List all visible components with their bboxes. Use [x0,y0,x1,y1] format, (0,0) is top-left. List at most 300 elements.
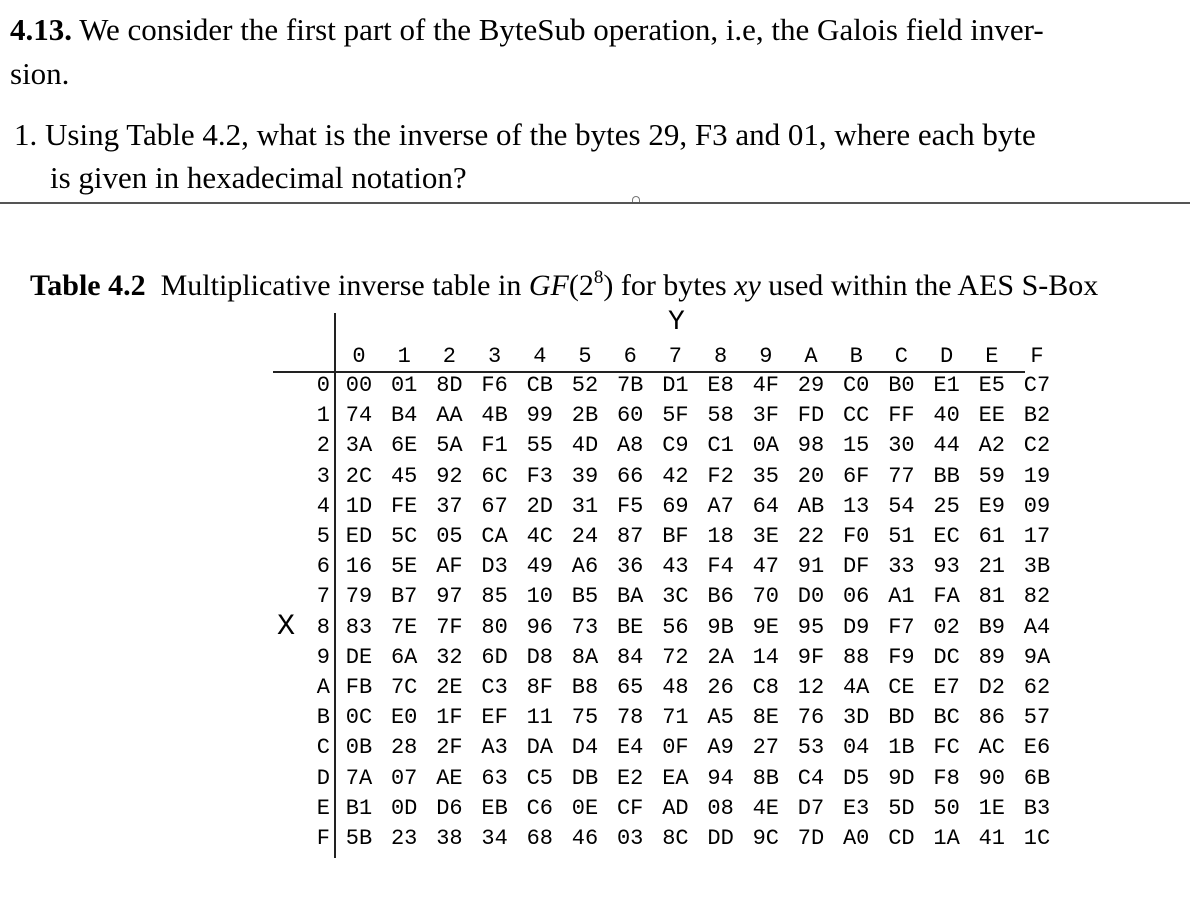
table-cell: C2 [1023,433,1051,459]
column-header: A [804,344,818,369]
column-header: F [1030,344,1044,369]
table-cell: 0B [345,735,373,761]
table-cell: 97 [436,584,463,610]
table-cell: 67 [481,493,508,519]
table-cell: 4A [842,675,870,700]
table-cell: 83 [345,614,373,640]
table-cell: 34 [481,826,508,851]
table-cell: A8 [616,433,644,459]
table-cell: 31 [571,493,599,519]
table-vertical-rule [334,313,336,858]
table-cell: 1D [345,493,373,519]
table-caption-label: Table 4.2 [30,269,146,302]
table-cell: 4C [526,524,553,549]
table-cell: 57 [1023,705,1051,731]
column-header: 5 [578,344,592,369]
table-cell: FF [888,403,915,429]
table-cell: C9 [662,433,689,459]
table-cell: D6 [436,795,463,821]
table-cell: DC [933,644,960,670]
table-cell: 4D [571,433,599,459]
row-header: F [316,826,330,851]
table-cell: 01 [390,373,418,398]
table-cell: C0 [842,373,870,398]
table-cell: EB [481,795,508,821]
exercise-text-line2: sion. [10,56,70,91]
table-cell: F9 [888,644,915,670]
table-cell: 40 [933,403,960,429]
table-cell: E7 [933,675,960,700]
table-cell: FD [797,403,825,429]
table-cell: 7D [797,826,825,851]
table-cell: 3B [1023,554,1051,580]
table-cell: 1E [978,795,1005,821]
table-cell: B1 [345,795,373,821]
table-cell: 30 [888,433,915,459]
table-caption-gf-close: ) [603,269,614,302]
table-cell: 91 [797,554,825,580]
table-cell: C4 [797,765,825,791]
table-cell: 53 [797,735,825,761]
table-cell: 85 [481,584,508,610]
table-cell: 3D [842,705,870,731]
table-cell: 33 [888,554,915,580]
table-cell: 23 [390,826,418,851]
table-cell: EE [978,403,1005,429]
table-cell: 0D [390,795,418,821]
table-cell: 5E [390,554,418,580]
table-cell: 88 [842,644,870,670]
table-cell: 1A [933,826,960,851]
table-cell: 12 [797,675,825,700]
table-cell: 41 [978,826,1005,851]
table-cell: 25 [933,493,960,519]
table-cell: B3 [1023,795,1051,821]
table-cell: B4 [390,403,418,429]
y-axis-label: Y [668,307,685,338]
table-cell: 6C [481,463,508,489]
table-cell: C3 [481,675,508,700]
table-cell: B9 [978,614,1005,640]
table-cell: 13 [842,493,870,519]
table-cell: 39 [571,463,599,489]
table-cell: B7 [390,584,418,610]
table-cell: AE [436,765,463,791]
table-cell: 0F [662,735,689,761]
table-cell: 8F [526,675,553,700]
table-cell: D7 [797,795,825,821]
table-cell: 68 [526,826,553,851]
table-cell: CF [616,795,644,821]
table-cell: 38 [436,826,463,851]
table-cell: F1 [481,433,508,459]
column-header: 2 [442,344,456,369]
exercise-text-line1: We consider the first part of the ByteSub operation, i.e, the Galois field inver- [79,12,1044,47]
table-cell: A0 [842,826,870,851]
table-cell: 29 [797,373,825,398]
table-cell: AA [436,403,463,429]
table-cell: A5 [707,705,734,731]
table-cell: D9 [842,614,870,640]
table-cell: E3 [842,795,870,821]
table-cell: 90 [978,765,1005,791]
row-header: 0 [316,373,330,398]
table-cell: DF [842,554,870,580]
table-cell: 26 [707,675,734,700]
table-cell: CA [481,524,508,549]
table-cell: 8C [662,826,689,851]
table-cell: F6 [481,373,508,398]
column-header: 7 [668,344,682,369]
table-cell: 5A [436,433,463,459]
table-cell: D8 [526,644,553,670]
table-cell: 62 [1023,675,1051,700]
table-cell: A4 [1023,614,1051,640]
row-header: 6 [316,554,330,580]
table-cell: DD [707,826,734,851]
table-cell: 47 [752,554,779,580]
table-cell: 45 [390,463,418,489]
table-cell: 37 [436,493,463,519]
table-cell: F5 [616,493,644,519]
column-header: 8 [713,344,728,369]
table-cell: EC [933,524,960,549]
table-cell: F4 [707,554,734,580]
table-cell: 02 [933,614,960,640]
table-cell: 19 [1023,463,1051,489]
table-caption-gf-exponent: 8 [593,267,604,288]
table-cell: 66 [616,463,644,489]
table-cell: 2D [526,493,553,519]
table-caption-xy: xy [734,269,761,302]
question-line1 [14,115,1036,155]
table-cell: 21 [978,554,1005,580]
column-header: 9 [759,344,773,369]
table-cell: 04 [842,735,870,761]
column-header: 3 [487,344,502,369]
table-cell: FC [933,735,960,761]
column-header: B [849,344,863,369]
table-cell: 14 [752,644,779,670]
table-cell: 9C [752,826,779,851]
exercise-number: 4.13. [10,12,72,47]
row-header: 1 [316,403,330,429]
table-cell: E4 [616,735,644,761]
table-cell: F8 [933,765,960,791]
row-header: 3 [316,463,330,489]
table-cell: 9E [752,614,779,640]
row-header: 4 [316,493,330,519]
table-cell: 43 [662,554,689,580]
table-cell: BB [933,463,960,489]
table-cell: AD [662,795,689,821]
table-cell: BE [616,614,644,640]
table-cell: 98 [797,433,825,459]
table-cell: 73 [571,614,599,640]
table-cell: 96 [526,614,553,640]
table-cell: E5 [978,373,1005,398]
table-cell: B5 [571,584,599,610]
table-cell: B6 [707,584,734,610]
table-cell: E9 [978,493,1005,519]
table-cell: 82 [1023,584,1051,610]
table-cell: CD [888,826,915,851]
table-cell: D1 [662,373,689,398]
column-header: E [985,344,999,369]
table-cell: 99 [526,403,553,429]
table-cell: 86 [978,705,1005,731]
table-cell: 5F [662,403,689,429]
table-cell: ED [345,524,373,549]
table-cell: 2B [571,403,599,429]
table-cell: 95 [797,614,825,640]
table-cell: A9 [707,735,734,761]
table-cell: 32 [436,644,463,670]
table-cell: 55 [526,433,553,459]
table-cell: 17 [1023,524,1051,549]
question-number: 1. [14,117,38,152]
row-header: 7 [316,584,330,610]
table-cell: D3 [481,554,508,580]
table-cell: B8 [571,675,599,700]
table-cell: BC [933,705,960,731]
table-cell: 7A [345,765,373,791]
table-cell: 0C [345,705,373,731]
table-cell: B2 [1023,403,1051,429]
table-cell: 1B [888,735,915,761]
table-caption-gf: GF [528,269,569,302]
section-divider [0,202,1190,204]
table-cell: D4 [571,735,599,761]
table-caption-text-mid: for bytes [620,269,727,302]
table-cell: CC [842,403,870,429]
table-cell: 79 [345,584,373,610]
table-cell: FE [390,493,418,519]
table-cell: 9B [707,614,734,640]
table-cell: 07 [390,765,418,791]
table-cell: AC [978,735,1005,761]
table-cell: F7 [888,614,915,640]
table-cell: 75 [571,705,599,731]
table-cell: 51 [888,524,915,549]
row-header: A [316,675,330,700]
table-cell: DA [526,735,553,761]
table-cell: 0E [571,795,599,821]
table-cell: 70 [752,584,779,610]
table-cell: 06 [842,584,870,610]
table-cell: 1F [436,705,463,731]
table-cell: BA [616,584,644,610]
table-cell: 27 [752,735,779,761]
table-cell: 76 [797,705,825,731]
table-cell: C6 [526,795,553,821]
table-cell: 63 [481,765,508,791]
column-header: 1 [397,344,411,369]
exercise-statement-line1 [10,10,1044,50]
table-cell: 1C [1023,826,1051,851]
column-header: 0 [352,344,366,369]
question-text-line2: is given in hexadecimal notation? [50,160,467,195]
table-cell: 4F [752,373,779,398]
table-cell: 56 [662,614,689,640]
table-cell: E1 [933,373,960,398]
table-cell: 36 [616,554,644,580]
table-cell: 64 [752,493,779,519]
table-cell: 20 [797,463,825,489]
table-cell: 6B [1023,765,1051,791]
table-cell: 08 [707,795,734,821]
table-cell: C5 [526,765,553,791]
table-cell: 16 [345,554,373,580]
table-cell: 87 [616,524,644,549]
table-caption-text-before: Multiplicative inverse table in [160,269,522,302]
table-cell: C7 [1023,373,1051,398]
table-cell: D0 [797,584,825,610]
column-header: 6 [623,344,637,369]
table-caption-gf-open: (2 [568,269,594,302]
table-cell: 3E [752,524,779,549]
table-cell: 7C [390,675,418,700]
table-cell: 5B [345,826,373,851]
table-cell: 48 [662,675,689,700]
table-cell: F2 [707,463,734,489]
table-cell: 92 [436,463,463,489]
table-cell: E8 [707,373,734,398]
table-cell: 7F [436,614,463,640]
table-cell: 6A [390,644,418,670]
table-cell: 52 [571,373,599,398]
row-header: 5 [316,524,330,549]
table-cell: 5C [390,524,418,549]
table-cell: BD [888,705,915,731]
table-cell: 78 [616,705,644,731]
row-header: E [316,795,330,821]
table-cell: 50 [933,795,960,821]
table-cell: 35 [752,463,779,489]
table-cell: A7 [707,493,734,519]
table-cell: 6D [481,644,508,670]
table-cell: 7E [390,614,418,640]
table-cell: DE [345,644,373,670]
table-cell: 71 [662,705,689,731]
table-cell: A6 [571,554,599,580]
question-text-line1: Using Table 4.2, what is the inverse of the bytes 29, F3 and 01, where each byte [45,117,1036,152]
table-cell: E0 [390,705,418,731]
row-header: 9 [316,644,330,670]
column-header: 4 [533,344,547,369]
table-cell: 69 [662,493,689,519]
table-cell: 09 [1023,493,1051,519]
table-cell: 8A [571,644,599,670]
table-cell: 2E [436,675,463,700]
table-cell: 9F [797,644,825,670]
table-cell: A3 [481,735,508,761]
table-cell: 74 [345,403,373,429]
x-axis-label: X [277,610,296,644]
table-cell: 84 [616,644,644,670]
table-cell: EA [662,765,689,791]
table-cell: 94 [707,765,734,791]
table-cell: 59 [978,463,1005,489]
column-header: D [939,344,954,369]
table-cell: AB [797,493,825,519]
table-cell: 7B [616,373,644,398]
table-cell: 28 [390,735,418,761]
table-cell: 5D [888,795,915,821]
table-caption-text-after: used within the AES S-Box [768,269,1099,302]
table-cell: 9A [1023,644,1051,670]
table-cell: 8D [436,373,463,398]
table-cell: 61 [978,524,1005,549]
table-cell: 2C [345,463,373,489]
table-cell: 3C [662,584,689,610]
table-cell: 65 [616,675,644,700]
table-cell: 81 [978,584,1005,610]
table-cell: 8E [752,705,779,731]
table-cell: A2 [978,433,1005,459]
table-cell: E2 [616,765,644,791]
table-caption [30,258,1098,306]
table-cell: 4E [752,795,779,821]
table-cell: 77 [888,463,915,489]
table-cell: 05 [436,524,463,549]
row-header: 2 [316,433,330,459]
table-cell: D2 [978,675,1005,700]
table-cell: FA [933,584,960,610]
table-cell: 49 [526,554,553,580]
table-cell: A1 [888,584,915,610]
table-cell: 80 [481,614,508,640]
table-cell: 6F [842,463,870,489]
row-header: 8 [316,614,330,640]
table-cell: 46 [571,826,599,851]
table-cell: F0 [842,524,870,549]
table-cell: 15 [842,433,870,459]
table-cell: 58 [707,403,734,429]
table-cell: EF [481,705,508,731]
table-cell: 0A [752,433,779,459]
table-cell: C8 [752,675,779,700]
table-cell: 2F [436,735,463,761]
table-cell: E6 [1023,735,1051,761]
table-cell: 18 [707,524,734,549]
table-cell: 42 [662,463,689,489]
table-cell: B0 [888,373,915,398]
table-cell: CB [526,373,553,398]
table-cell: C1 [707,433,734,459]
table-cell: 44 [933,433,960,459]
table-cell: 93 [933,554,960,580]
table-cell: 54 [888,493,915,519]
table-cell: 24 [571,524,599,549]
table-cell: FB [345,675,373,700]
table-cell: 89 [978,644,1005,670]
row-header: C [316,735,330,761]
row-header: B [316,705,330,731]
table-cell: 4B [481,403,508,429]
table-cell: 3A [345,433,373,459]
table-cell: DB [571,765,599,791]
table-cell: 3F [752,403,779,429]
column-header: C [894,344,908,369]
table-cell: CE [888,675,915,700]
table-cell: BF [662,524,689,549]
table-cell: 11 [526,705,553,731]
table-cell: 6E [390,433,418,459]
table-cell: F3 [526,463,553,489]
table-cell: 9D [888,765,915,791]
table-cell: 22 [797,524,825,549]
